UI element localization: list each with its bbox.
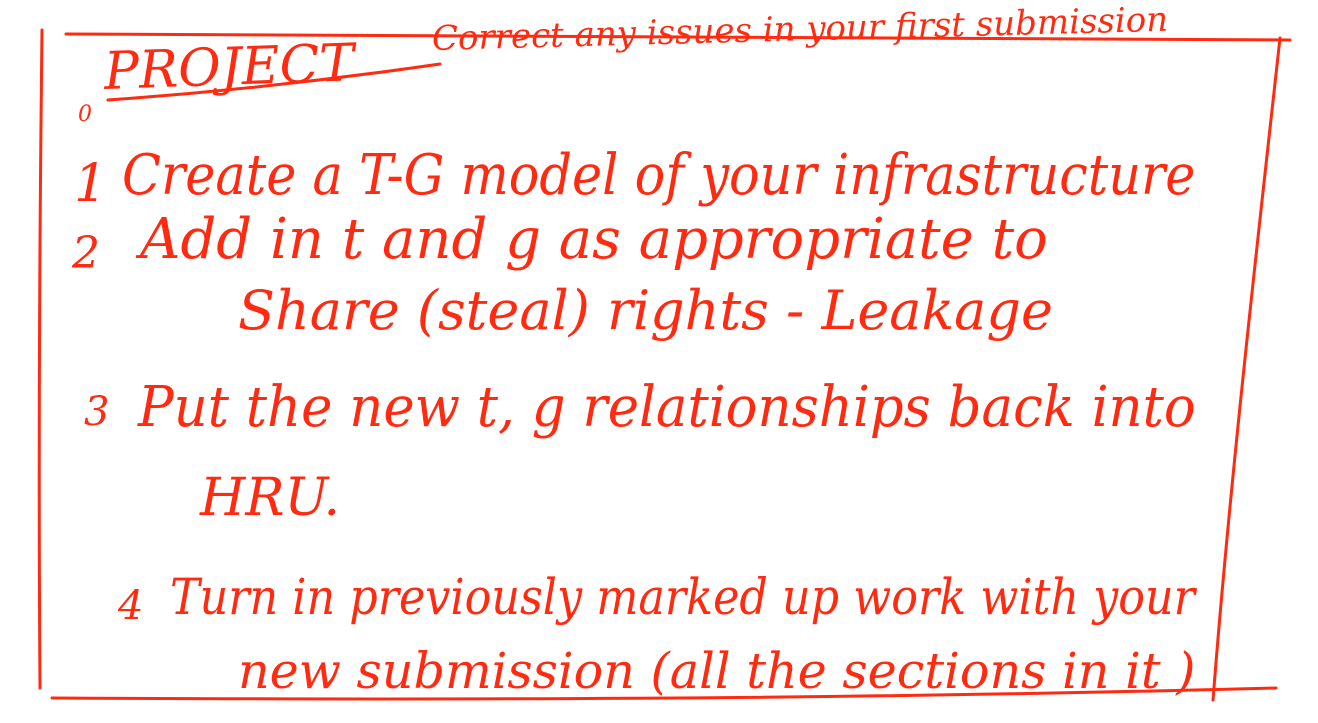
project-title: PROJECT <box>102 33 355 102</box>
item-3-line-2: HRU. <box>200 468 341 528</box>
zero-marker: 0 <box>78 102 92 127</box>
frame-right-line <box>1213 38 1280 700</box>
item-2-line-1: Add in t and g as appropriate to <box>140 207 1048 272</box>
item-2-number: 2 <box>72 228 100 279</box>
item-2-line-2: Share (steal) rights - Leakage <box>238 279 1053 342</box>
item-3-number: 3 <box>84 389 110 435</box>
item-4-number: 4 <box>118 583 144 629</box>
item-1-line-1: Create a T-G model of your infrastructure <box>122 143 1196 208</box>
item-1-number: 1 <box>74 154 108 214</box>
item-4-line-2: new submission (all the sections in it ) <box>238 642 1196 700</box>
item-3-line-1: Put the new t, g relationships back into <box>138 375 1196 440</box>
item-4-line-1: Turn in previously marked up work with your <box>170 568 1195 626</box>
frame-left-line <box>39 30 42 688</box>
project-subtitle: Correct any issues in your first submission <box>431 0 1169 59</box>
